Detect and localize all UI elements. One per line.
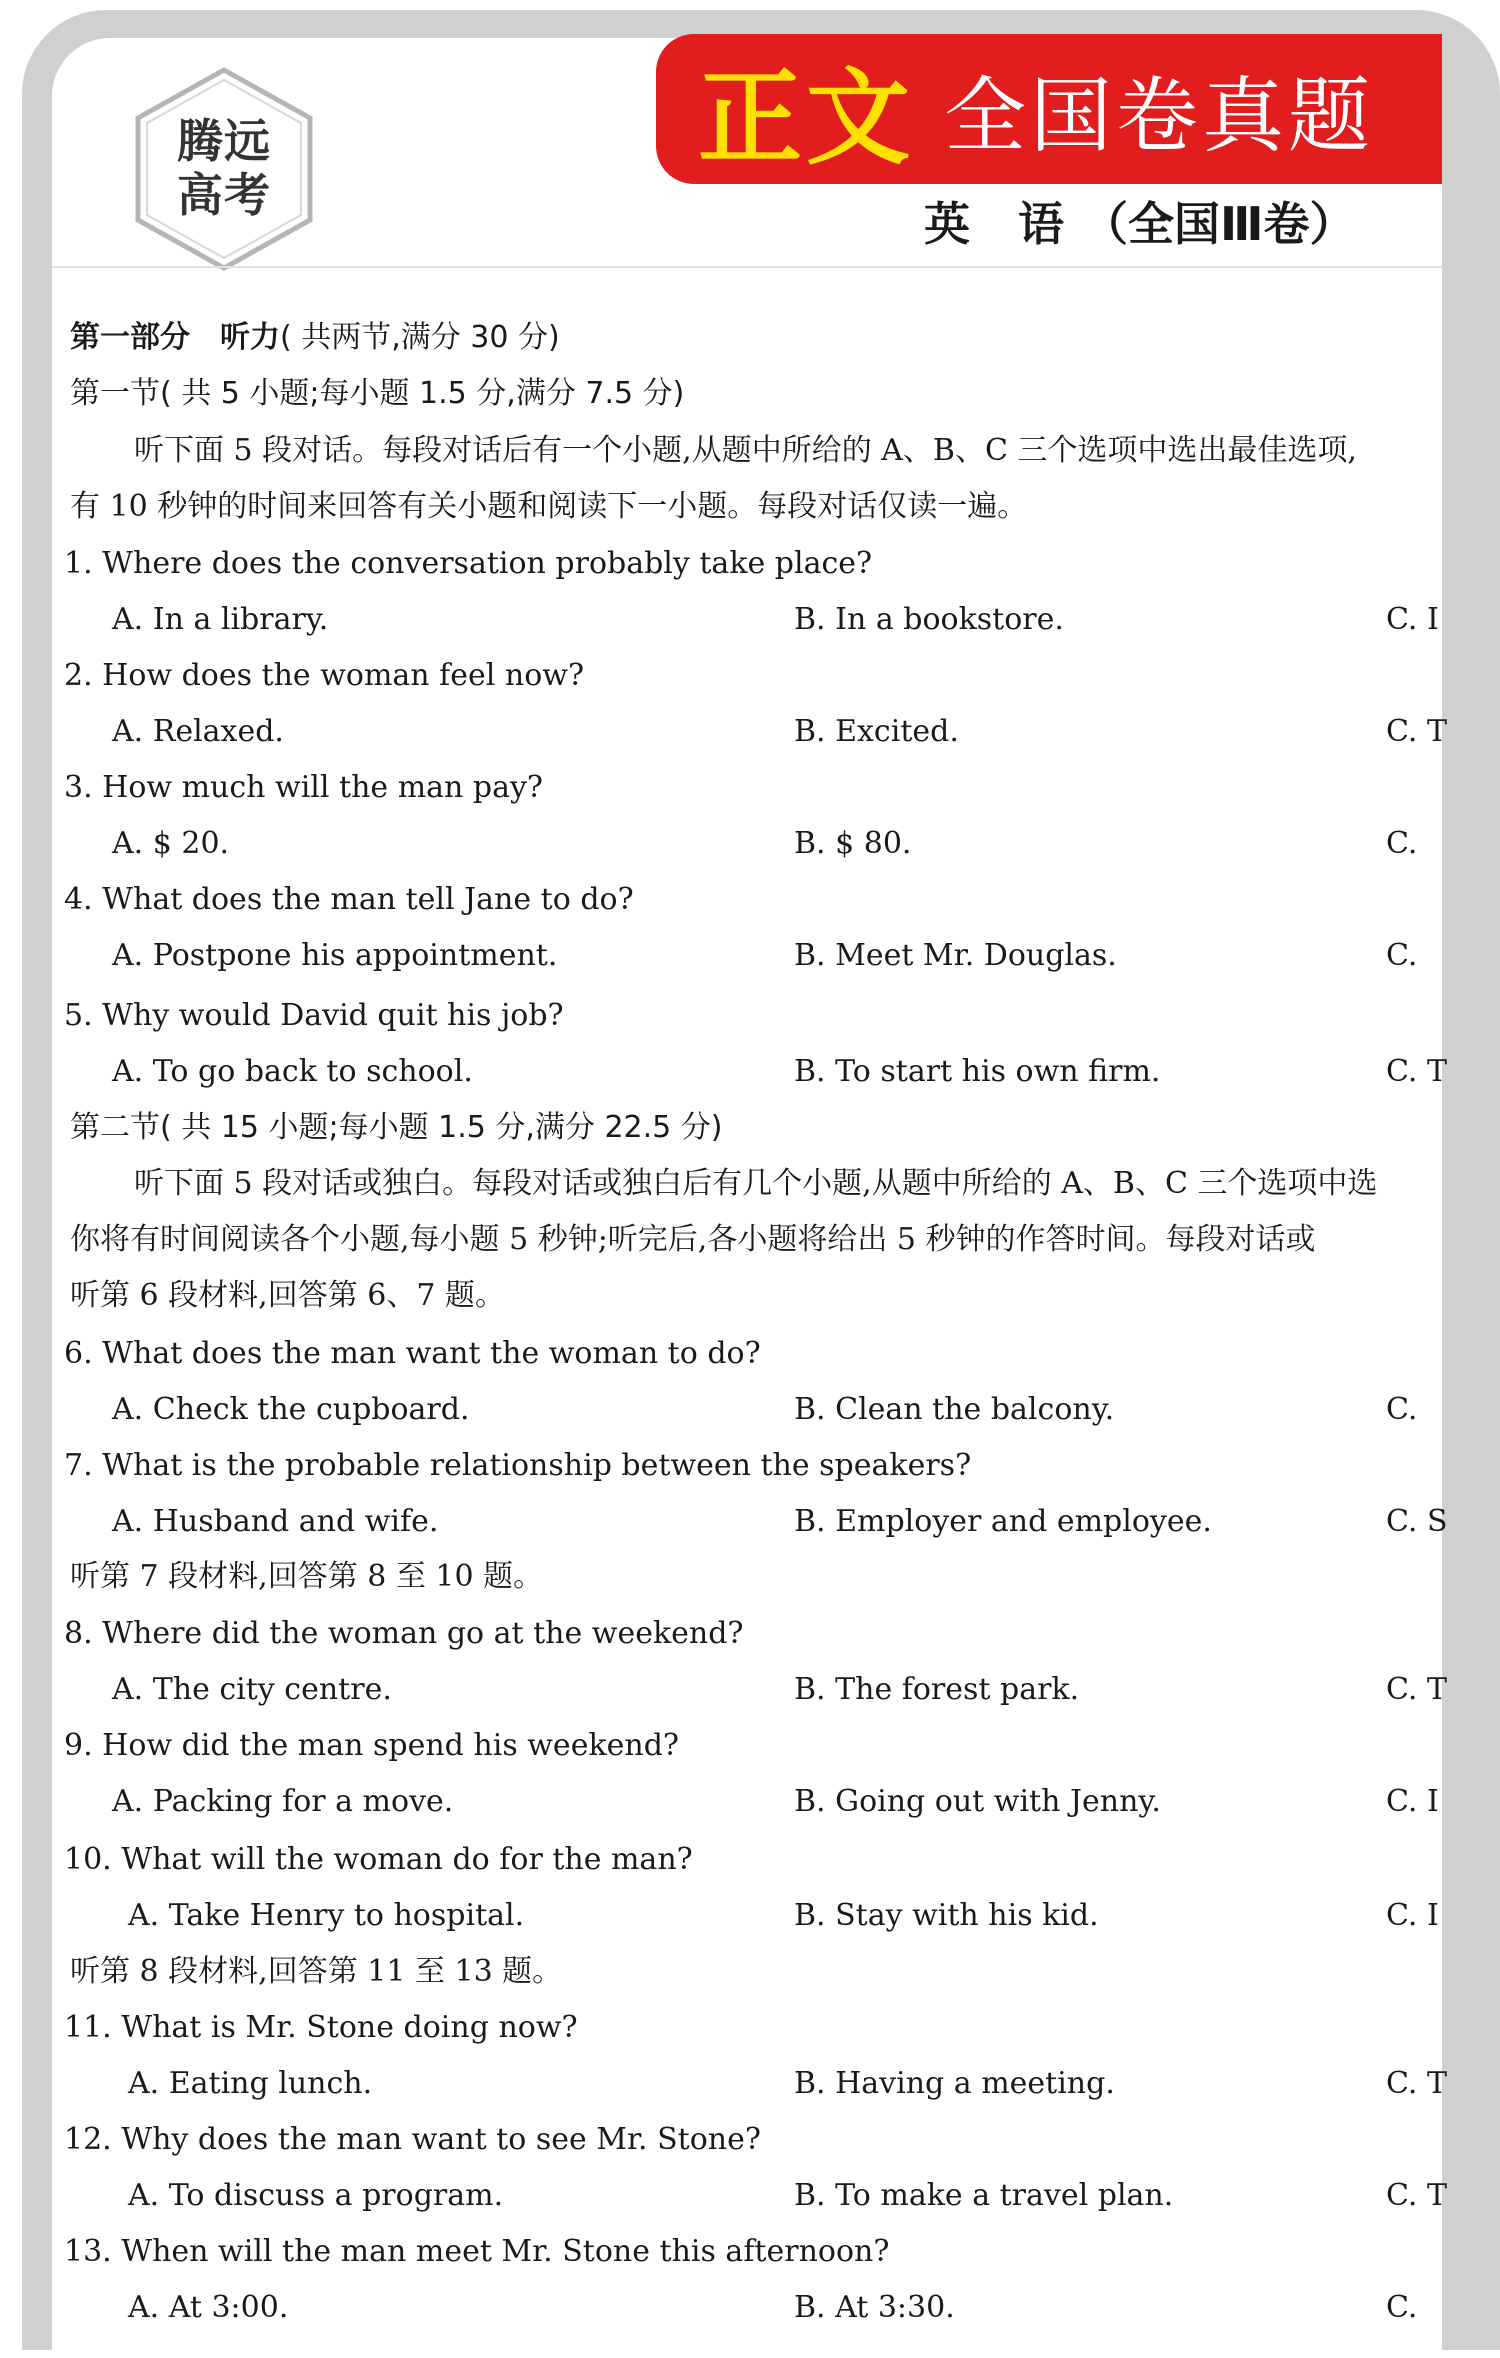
part1-title-rest: ( 共两节,满分 30 分): [280, 320, 560, 355]
option-b: B. Meet Mr. Douglas.: [794, 938, 1117, 973]
logo-line-2: 高考: [177, 168, 271, 222]
option-b: B. The forest park.: [794, 1672, 1080, 1707]
option-b: B. Stay with his kid.: [794, 1898, 1099, 1933]
question-stem: 13. When will the man meet Mr. Stone this afternoon?: [64, 2234, 890, 2269]
option-a: A. $ 20.: [112, 826, 230, 861]
subject-name-2: 语: [1018, 197, 1064, 251]
option-c: C. T: [1386, 1672, 1447, 1707]
option-c: C. T: [1386, 1054, 1447, 1089]
option-a: A. At 3:00.: [128, 2290, 289, 2325]
option-a: A. To discuss a program.: [128, 2178, 504, 2213]
section2-intro-line-1: 听下面 5 段对话或独白。每段对话或独白后有几个小题,从题中所给的 A、B、C 三个选项中选: [134, 1166, 1378, 1201]
option-b: B. To start his own firm.: [794, 1054, 1161, 1089]
option-a: A. To go back to school.: [112, 1054, 473, 1089]
option-a: A. In a library.: [112, 602, 329, 637]
question-stem: 4. What does the man tell Jane to do?: [64, 882, 634, 917]
question-stem: 6. What does the man want the woman to do?: [64, 1336, 761, 1371]
option-a: A. Husband and wife.: [112, 1504, 439, 1539]
option-c: C. I: [1386, 1784, 1439, 1819]
option-c: C. T: [1386, 714, 1447, 749]
section2-intro-line-2: 你将有时间阅读各个小题,每小题 5 秒钟;听完后,各小题将给出 5 秒钟的作答时间。每段对话或: [70, 1222, 1316, 1257]
option-b: B. Clean the balcony.: [794, 1392, 1115, 1427]
material-6-instruction: 听第 6 段材料,回答第 6、7 题。: [70, 1278, 505, 1313]
part1-title: [70, 314, 560, 362]
question-stem: 2. How does the woman feel now?: [64, 658, 585, 693]
paper-type: （全国Ⅲ卷）: [1082, 197, 1356, 251]
question-stem: 3. How much will the man pay?: [64, 770, 544, 805]
option-c: C. S: [1386, 1504, 1448, 1539]
option-b: B. To make a travel plan.: [794, 2178, 1174, 2213]
option-b: B. Going out with Jenny.: [794, 1784, 1161, 1819]
question-stem: 11. What is Mr. Stone doing now?: [64, 2010, 578, 2045]
material-7-instruction: 听第 7 段材料,回答第 8 至 10 题。: [70, 1559, 544, 1594]
section1-title: 第一节( 共 5 小题;每小题 1.5 分,满分 7.5 分): [70, 376, 685, 411]
option-a: A. Relaxed.: [112, 714, 284, 749]
section1-intro-line-1: 听下面 5 段对话。每段对话后有一个小题,从题中所给的 A、B、C 三个选项中选出最佳选项,: [134, 433, 1357, 468]
question-stem: 5. Why would David quit his job?: [64, 998, 564, 1033]
section2-title: 第二节( 共 15 小题;每小题 1.5 分,满分 22.5 分): [70, 1110, 723, 1145]
question-stem: 9. How did the man spend his weekend?: [64, 1728, 679, 1763]
question-stem: 12. Why does the man want to see Mr. Stone?: [64, 2122, 761, 2157]
banner-subtitle: 全国卷真题: [944, 68, 1375, 164]
logo-line-1: 腾远: [177, 114, 271, 168]
question-stem: 10. What will the woman do for the man?: [64, 1842, 693, 1877]
option-c: C.: [1386, 938, 1418, 973]
part1-title-bold: 第一部分 听力: [70, 320, 280, 355]
option-c: C.: [1386, 1392, 1418, 1427]
option-c: C.: [1386, 2290, 1418, 2325]
option-a: A. Take Henry to hospital.: [128, 1898, 525, 1933]
option-a: A. Check the cupboard.: [112, 1392, 470, 1427]
option-b: B. $ 80.: [794, 826, 912, 861]
option-a: A. The city centre.: [112, 1672, 392, 1707]
banner-main-title: 正文: [698, 57, 915, 179]
option-c: C. I: [1386, 602, 1439, 637]
option-c: C. T: [1386, 2178, 1447, 2213]
option-b: B. Employer and employee.: [794, 1504, 1212, 1539]
option-b: B. In a bookstore.: [794, 602, 1064, 637]
question-stem: 1. Where does the conversation probably take place?: [64, 546, 873, 581]
section1-intro-line-2: 有 10 秒钟的时间来回答有关小题和阅读下一小题。每段对话仅读一遍。: [70, 489, 1028, 524]
material-8-instruction: 听第 8 段材料,回答第 11 至 13 题。: [70, 1954, 563, 1989]
option-c: C. T: [1386, 2066, 1447, 2101]
question-stem: 7. What is the probable relationship between the speakers?: [64, 1448, 972, 1483]
subject-name-1: 英: [924, 197, 970, 251]
option-a: A. Eating lunch.: [128, 2066, 373, 2101]
question-stem: 8. Where did the woman go at the weekend?: [64, 1616, 744, 1651]
option-c: C.: [1386, 826, 1418, 861]
option-b: B. At 3:30.: [794, 2290, 955, 2325]
option-a: A. Postpone his appointment.: [112, 938, 558, 973]
option-c: C. I: [1386, 1898, 1439, 1933]
option-b: B. Excited.: [794, 714, 959, 749]
option-b: B. Having a meeting.: [794, 2066, 1115, 2101]
option-a: A. Packing for a move.: [112, 1784, 454, 1819]
